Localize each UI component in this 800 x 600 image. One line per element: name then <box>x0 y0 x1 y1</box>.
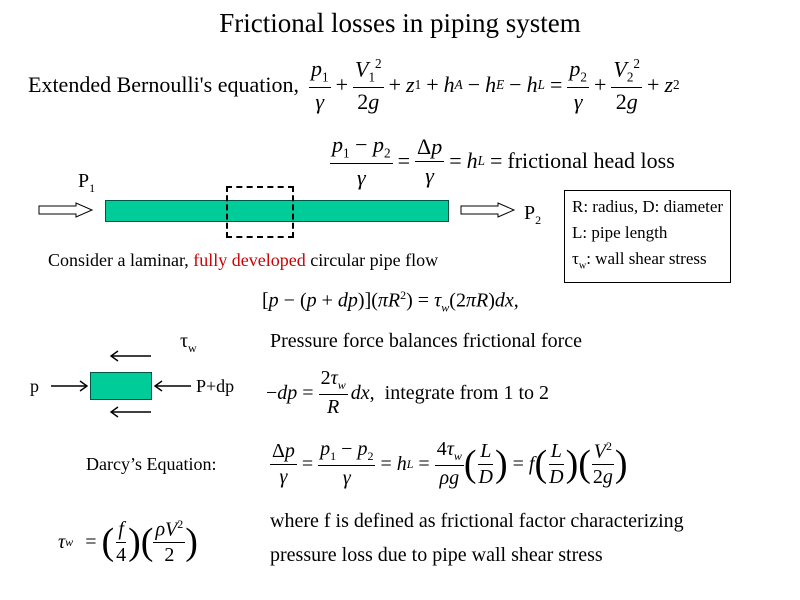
p1-letter: P <box>78 170 90 192</box>
bernoulli-label: Extended Bernoulli's equation, <box>28 72 299 97</box>
darcy-equation: $\frac{\Delta p}{\gamma}$ = $\frac{p_1 - p_2}{\gamma}$ = h L = $\frac{4\tau_w}{\rho g}$ ( $\frac{L}{D}$ ) = f ( $\frac{L}{D}$ ) ( $\frac{V^2}{2g}$ ) <box>272 438 628 489</box>
frac-p1-minus-p2: $\frac{p_1 - p_2}{\gamma}$ <box>332 132 391 190</box>
head-loss-equation: $\frac{p_1 - p_2}{\gamma}$ = $\frac{\Delta p}{\gamma}$ = h L = frictional head loss <box>332 132 675 190</box>
legend-tau-sub: w <box>578 260 587 272</box>
outlet-arrow-icon <box>460 202 516 218</box>
p1-label <box>78 170 95 196</box>
consider-highlight: fully developed <box>193 250 306 270</box>
pressure-right-arrow-icon <box>152 380 192 392</box>
frac-rhov2-2: $\frac{\rho V^2}{2}$ <box>155 516 184 567</box>
frac-v2sq-2g: $\frac{V_2^2}{2g}$ <box>613 56 641 114</box>
tau-w-label <box>180 330 197 356</box>
frac-l-d: $\frac{L}{D}$ <box>478 439 493 488</box>
shear-stress-equation: τ w = ( $\frac{f}{4}$ ) ( $\frac{\rho V^2}{2}$ ) <box>58 516 198 567</box>
consider-statement <box>48 250 438 271</box>
p-left-label: p <box>30 376 39 396</box>
legend-line-2: L: pipe length <box>572 223 668 242</box>
p-right-label: P+dp <box>196 376 235 396</box>
frac-dp-gamma: $\frac{\Delta p}{\gamma}$ <box>272 439 295 488</box>
legend-tau: τ <box>572 249 579 268</box>
tau-sub: w <box>188 341 197 355</box>
legend-line-1: R: radius, D: diameter <box>572 197 724 216</box>
head-loss-label: frictional head loss <box>507 148 675 173</box>
darcy-label: Darcy’s Equation: <box>86 454 217 474</box>
frac-p1-gamma: $\frac{p_1}{\gamma}$ <box>310 56 329 114</box>
shear-bottom-arrow-icon <box>108 406 152 418</box>
legend-box <box>564 190 731 283</box>
pressure-left-arrow-icon <box>50 380 90 392</box>
legend-line-3-text: : wall shear stress <box>586 249 707 268</box>
frac-v2-2g: $\frac{V^2}{2g}$ <box>592 438 613 489</box>
differential-equation: −dp = $\frac{2\tau_w}{R}$ dx , integrate from 1 to 2 <box>266 367 550 418</box>
frac-l-d-2: $\frac{L}{D}$ <box>549 439 564 488</box>
frac-p1p2-gamma: $\frac{p_1 - p_2}{\gamma}$ <box>320 438 374 489</box>
tau-symbol: τ <box>180 330 189 352</box>
control-volume-box <box>226 186 294 238</box>
consider-pre: Consider a laminar, <box>48 250 194 270</box>
where-line-2: pressure loss due to pipe wall shear stress <box>270 544 603 566</box>
shear-top-arrow-icon <box>108 350 152 362</box>
inlet-arrow-icon <box>38 202 94 218</box>
force-balance-text: Pressure force balances frictional force <box>270 330 583 352</box>
p1-sub: 1 <box>89 181 96 195</box>
frac-p2-gamma: $\frac{p_2}{\gamma}$ <box>569 56 587 114</box>
frac-2tau-r: $\frac{2\tau_w}{R}$ <box>320 367 346 418</box>
bernoulli-equation: Extended Bernoulli's equation, $\frac{p_1}{\gamma}$ + $\frac{V_1^2}{2g}$ + z 1 + h A − h E − h L = $\frac{p_2}{\gamma}$ + $\frac{V_2^2}{2g}$ + z 2 <box>28 56 680 114</box>
p2-sub: 2 <box>535 213 542 227</box>
consider-post: circular pipe flow <box>305 250 439 270</box>
frac-delta-p: $\frac{\Delta p}{\gamma}$ <box>417 134 443 188</box>
frac-f-4: $\frac{f}{4}$ <box>116 517 127 566</box>
integrate-text: integrate from 1 to 2 <box>384 381 550 404</box>
p2-letter: P <box>524 202 536 224</box>
p2-label <box>524 202 541 228</box>
frac-v1sq-2g: $\frac{V_1^2}{2g}$ <box>354 56 382 114</box>
legend-line-3 <box>572 246 723 279</box>
page-title: Frictional losses in piping system <box>219 8 581 38</box>
frac-4tau-rhog: $\frac{4\tau_w}{\rho g}$ <box>436 438 462 489</box>
force-balance-equation: $[p - (p + dp)](\pi R^2) = \tau_w(2\pi R)dx$, <box>262 288 519 315</box>
fluid-element <box>90 372 152 400</box>
where-line-1: where f is defined as frictional factor characterizing <box>270 510 684 532</box>
